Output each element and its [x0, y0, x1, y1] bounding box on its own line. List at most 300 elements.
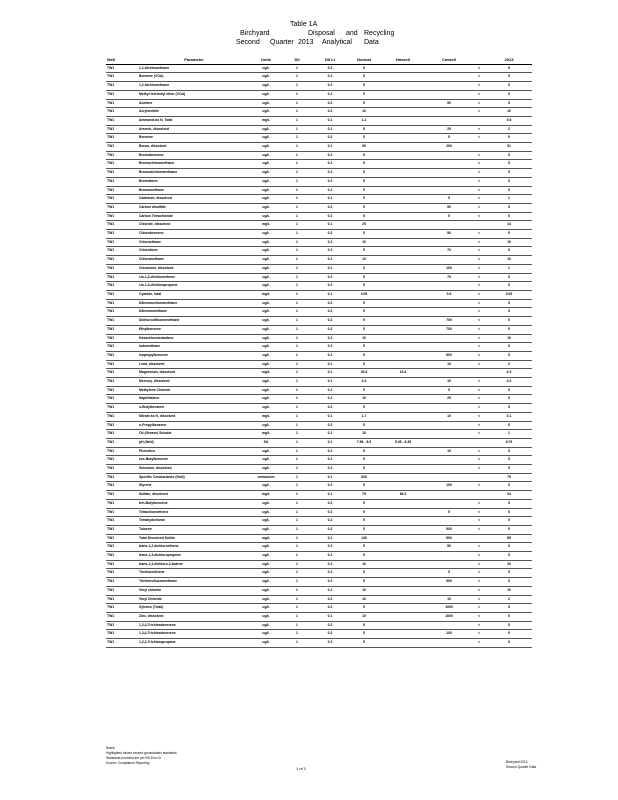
table-cell: ug/L	[250, 99, 282, 108]
table-cell: 1	[282, 212, 312, 221]
table-cell: Bromomethane	[138, 186, 250, 195]
table-cell: ug/L	[250, 325, 282, 334]
table-cell: 5	[348, 160, 380, 169]
table-cell: 1	[282, 256, 312, 265]
table-cell: <	[472, 456, 486, 465]
table-cell: 0.2	[312, 630, 348, 639]
table-header-row	[106, 56, 532, 64]
table-cell: ug/L	[250, 517, 282, 526]
table-cell: 10	[426, 595, 472, 604]
table-cell: 2	[486, 125, 532, 134]
table-cell: Chloromethane	[138, 256, 250, 265]
table-cell: 10	[348, 613, 380, 622]
table-cell: 5	[348, 325, 380, 334]
table-cell: TW1	[106, 578, 138, 587]
table-cell	[426, 438, 472, 447]
table-cell: Chlorobenzene	[138, 230, 250, 239]
table-cell: TW1	[106, 517, 138, 526]
table-cell: 5	[348, 230, 380, 239]
table-cell: 1	[282, 317, 312, 326]
table-cell: 1	[282, 412, 312, 421]
table-cell: 1	[282, 404, 312, 413]
table-cell: ug/L	[250, 465, 282, 474]
table-cell	[380, 525, 426, 534]
table-cell: 0.2	[312, 212, 348, 221]
table-cell: <	[472, 256, 486, 265]
table-cell: TW1	[106, 465, 138, 474]
table-cell: 1	[282, 351, 312, 360]
table-cell	[426, 560, 472, 569]
table-cell: 5	[486, 517, 532, 526]
table-cell: 0.2	[312, 543, 348, 552]
table-cell: 5	[426, 212, 472, 221]
table-cell	[380, 621, 426, 630]
table-cell: TW1	[106, 613, 138, 622]
table-cell: ug/L	[250, 108, 282, 117]
table-cell: 0.1	[312, 473, 348, 482]
table-cell: 5	[348, 343, 380, 352]
table-cell: Hexachlorobutadiene	[138, 334, 250, 343]
table-cell: TW1	[106, 108, 138, 117]
table-cell: ug/L	[250, 560, 282, 569]
table-cell: 500	[426, 525, 472, 534]
table-cell: Ammonia as N, Total	[138, 116, 250, 125]
table-row	[106, 90, 532, 99]
table-cell: 5	[348, 299, 380, 308]
table-cell: TW1	[106, 639, 138, 648]
table-cell: mg/L	[250, 369, 282, 378]
table-cell: 1.7	[348, 412, 380, 421]
table-cell	[380, 595, 426, 604]
table-cell: <	[472, 125, 486, 134]
table-cell	[380, 230, 426, 239]
table-cell: 10	[348, 108, 380, 117]
table-cell: <	[472, 247, 486, 256]
table-cell: ug/L	[250, 299, 282, 308]
table-cell: <	[472, 621, 486, 630]
table-cell: Magnesium, dissolved	[138, 369, 250, 378]
table-cell: 5	[486, 525, 532, 534]
table-cell: 6.3	[486, 369, 532, 378]
table-cell	[380, 90, 426, 99]
table-cell: 100	[426, 482, 472, 491]
table-cell: TW1	[106, 238, 138, 247]
table-cell: TW1	[106, 630, 138, 639]
table-cell: Specific Conductance (field)	[138, 473, 250, 482]
table-cell: Chloride, dissolved	[138, 221, 250, 230]
table-cell	[380, 73, 426, 82]
table-cell: 0.2	[312, 282, 348, 291]
table-cell: 5	[348, 151, 380, 160]
table-cell: 5	[486, 325, 532, 334]
table-cell: 100	[426, 630, 472, 639]
table-cell	[380, 116, 426, 125]
table-row	[106, 334, 532, 343]
table-cell: 7.56 - 8.5	[348, 438, 380, 447]
table-cell	[426, 282, 472, 291]
table-cell: trans-1,2-dichloroethene	[138, 543, 250, 552]
table-cell	[380, 517, 426, 526]
table-cell: 0.2	[312, 160, 348, 169]
table-cell: 0.2	[312, 569, 348, 578]
table-cell	[472, 473, 486, 482]
table-cell: ug/L	[250, 351, 282, 360]
table-cell: 0.2	[312, 586, 348, 595]
table-cell: <	[472, 151, 486, 160]
table-row	[106, 273, 532, 282]
table-cell: 70	[426, 273, 472, 282]
table-cell	[380, 378, 426, 387]
table-cell	[380, 64, 426, 73]
table-row	[106, 404, 532, 413]
table-cell	[426, 186, 472, 195]
table-row	[106, 264, 532, 273]
table-cell: <	[472, 351, 486, 360]
table-cell: 0.2	[312, 351, 348, 360]
table-cell: 50	[426, 543, 472, 552]
table-cell: TW1	[106, 160, 138, 169]
table-cell: 0.2	[486, 378, 532, 387]
table-cell: ug/L	[250, 552, 282, 561]
table-cell	[426, 421, 472, 430]
table-cell: <	[472, 230, 486, 239]
table-cell	[472, 491, 486, 500]
table-cell: TW1	[106, 534, 138, 543]
table-cell	[380, 134, 426, 143]
table-cell: 0.2	[348, 378, 380, 387]
table-cell: TW1	[106, 508, 138, 517]
table-cell: 0.1	[486, 412, 532, 421]
table-cell	[380, 447, 426, 456]
table-cell: 75	[348, 491, 380, 500]
table-cell: 1	[282, 630, 312, 639]
table-cell: TW1	[106, 290, 138, 299]
table-cell: ug/L	[250, 282, 282, 291]
table-cell: 5	[486, 212, 532, 221]
table-cell: TW1	[106, 360, 138, 369]
table-cell: 51	[486, 143, 532, 152]
table-cell: 1	[282, 560, 312, 569]
table-cell: 1	[282, 290, 312, 299]
table-cell: 1	[282, 334, 312, 343]
table-cell: ug/L	[250, 82, 282, 91]
table-cell: 0.1	[312, 613, 348, 622]
table-row	[106, 552, 532, 561]
table-cell: 5	[486, 186, 532, 195]
table-cell: 0.05	[486, 290, 532, 299]
table-cell: Oil (Grease) Soluble	[138, 430, 250, 439]
table-cell: 1,2,3-Trichlorobenzene	[138, 621, 250, 630]
table-cell: 10	[348, 430, 380, 439]
table-cell	[380, 552, 426, 561]
analytical-data-table	[106, 56, 532, 648]
table-cell: 1	[282, 552, 312, 561]
table-cell: 0.2	[312, 395, 348, 404]
table-cell: 1	[282, 421, 312, 430]
table-cell: 0.1	[312, 264, 348, 273]
table-cell: <	[472, 108, 486, 117]
table-cell	[426, 639, 472, 648]
table-cell: <	[472, 604, 486, 613]
table-cell: 0.2	[312, 456, 348, 465]
table-cell: ug/L	[250, 404, 282, 413]
table-row	[106, 256, 532, 265]
table-cell: 5	[486, 508, 532, 517]
table-cell: 5	[486, 90, 532, 99]
table-cell: 1	[282, 586, 312, 595]
table-cell	[426, 465, 472, 474]
table-cell: TW1	[106, 378, 138, 387]
table-cell: 2	[486, 360, 532, 369]
table-cell: 1	[282, 73, 312, 82]
table-cell: 0.2	[312, 404, 348, 413]
table-cell: 5	[348, 465, 380, 474]
table-cell: 0.2	[312, 621, 348, 630]
table-cell	[426, 221, 472, 230]
table-cell: Chloroform	[138, 247, 250, 256]
table-row	[106, 73, 532, 82]
table-cell: ug/L	[250, 613, 282, 622]
table-cell	[426, 621, 472, 630]
table-cell	[426, 456, 472, 465]
table-cell: Benzene (VOA)	[138, 73, 250, 82]
table-cell: <	[472, 447, 486, 456]
table-cell: 5	[486, 465, 532, 474]
table-cell: TW1	[106, 430, 138, 439]
table-cell: 5	[486, 134, 532, 143]
table-cell: 1	[282, 177, 312, 186]
table-row	[106, 378, 532, 387]
table-cell: 5	[486, 499, 532, 508]
table-cell: 0.2	[312, 465, 348, 474]
table-cell: 1	[282, 186, 312, 195]
title-word: Second	[236, 39, 260, 46]
table-cell: 700	[426, 325, 472, 334]
table-cell: 1	[282, 273, 312, 282]
table-cell: <	[472, 308, 486, 317]
table-cell: ug/L	[250, 273, 282, 282]
table-cell: Nitrate as N, dissolved	[138, 412, 250, 421]
table-cell	[380, 586, 426, 595]
table-cell: TW1	[106, 369, 138, 378]
table-cell: Selenium, dissolved	[138, 465, 250, 474]
table-row	[106, 412, 532, 421]
table-cell: 5	[348, 508, 380, 517]
table-row	[106, 473, 532, 482]
table-cell: ug/L	[250, 456, 282, 465]
table-cell: 0.2	[312, 134, 348, 143]
table-row	[106, 517, 532, 526]
table-cell	[380, 282, 426, 291]
table-cell: 0.2	[312, 639, 348, 648]
table-cell: <	[472, 90, 486, 99]
table-cell: 0.2	[312, 508, 348, 517]
table-cell: <	[472, 482, 486, 491]
table-cell: 1	[282, 116, 312, 125]
table-cell: 0.2	[312, 108, 348, 117]
table-cell	[426, 308, 472, 317]
table-cell: 14	[486, 221, 532, 230]
table-cell: <	[472, 395, 486, 404]
table-cell: 5	[348, 82, 380, 91]
table-cell: 1	[282, 160, 312, 169]
table-cell	[380, 238, 426, 247]
table-cell: 1	[282, 230, 312, 239]
table-cell: 0.2	[312, 386, 348, 395]
table-row	[106, 99, 532, 108]
table-cell: 5	[348, 621, 380, 630]
table-cell: 5	[426, 508, 472, 517]
table-cell: TW1	[106, 308, 138, 317]
table-cell: 1	[282, 473, 312, 482]
table-cell: TW1	[106, 351, 138, 360]
table-cell: Total Dissolved Solids	[138, 534, 250, 543]
table-cell: ug/L	[250, 143, 282, 152]
table-cell: <	[472, 517, 486, 526]
table-cell: 0.2	[312, 230, 348, 239]
table-cell: 1	[282, 499, 312, 508]
table-cell: 1000	[426, 613, 472, 622]
table-cell: 25	[348, 221, 380, 230]
table-row	[106, 299, 532, 308]
table-cell: <	[472, 543, 486, 552]
table-cell: ug/L	[250, 230, 282, 239]
table-cell: 1	[282, 221, 312, 230]
table-cell: 1	[282, 143, 312, 152]
table-row	[106, 508, 532, 517]
table-cell: ug/L	[250, 578, 282, 587]
table-cell: 1	[282, 447, 312, 456]
column-header: Dil Lt	[312, 56, 348, 64]
table-cell: 5	[348, 73, 380, 82]
title-word: and	[346, 30, 358, 37]
table-cell	[380, 203, 426, 212]
table-cell: 66.3	[380, 491, 426, 500]
table-cell: Isopropylbenzene	[138, 351, 250, 360]
table-cell: umhos/cm	[250, 473, 282, 482]
table-cell: Ethylbenzene	[138, 325, 250, 334]
table-cell: Mercury, dissolved	[138, 378, 250, 387]
table-cell: 1,1-dichloroethane	[138, 64, 250, 73]
table-cell: 5	[348, 404, 380, 413]
table-cell: 0.1	[312, 116, 348, 125]
table-cell: TW1	[106, 560, 138, 569]
table-cell: 5	[486, 282, 532, 291]
table-cell: ug/L	[250, 360, 282, 369]
table-cell: TW1	[106, 143, 138, 152]
table-cell: 500	[426, 578, 472, 587]
table-cell: 0.2	[312, 447, 348, 456]
table-cell: 5	[486, 99, 532, 108]
table-cell: TW1	[106, 90, 138, 99]
table-cell: 1	[486, 264, 532, 273]
table-cell: 5	[426, 134, 472, 143]
table-cell	[426, 73, 472, 82]
table-cell: tert-Butylbenzene	[138, 499, 250, 508]
table-cell: 5	[348, 99, 380, 108]
table-cell: 5	[486, 299, 532, 308]
table-cell: Styrene	[138, 482, 250, 491]
table-cell: <	[472, 264, 486, 273]
table-cell: 0.2	[312, 308, 348, 317]
table-cell: 6.79	[486, 438, 532, 447]
table-cell	[472, 221, 486, 230]
table-cell: Methyl tert-butyl ether (VOA)	[138, 90, 250, 99]
table-cell	[380, 125, 426, 134]
table-cell: <	[472, 639, 486, 648]
table-cell: 1	[282, 282, 312, 291]
table-cell: 5	[348, 351, 380, 360]
column-header: Units	[250, 56, 282, 64]
table-cell: TW1	[106, 543, 138, 552]
table-cell: 0.1	[312, 290, 348, 299]
table-cell: 1	[282, 613, 312, 622]
table-cell: 70	[426, 247, 472, 256]
table-cell: 1	[282, 238, 312, 247]
table-cell	[380, 386, 426, 395]
table-cell: 0.1	[312, 360, 348, 369]
table-cell: 10	[486, 256, 532, 265]
table-cell: 1	[282, 308, 312, 317]
table-cell	[380, 169, 426, 178]
table-cell	[380, 317, 426, 326]
table-cell: 1	[282, 491, 312, 500]
table-cell: 0.1	[312, 195, 348, 204]
table-cell	[380, 421, 426, 430]
table-cell: 5	[486, 351, 532, 360]
column-header: Normal	[348, 56, 380, 64]
table-cell: ug/L	[250, 595, 282, 604]
footer-line: Birchyard 2013	[506, 760, 528, 764]
table-cell: Tetrahydrofuran	[138, 517, 250, 526]
table-cell: <	[472, 465, 486, 474]
table-cell: 5	[348, 639, 380, 648]
table-cell	[380, 264, 426, 273]
table-cell	[380, 508, 426, 517]
table-cell: n-Butylbenzene	[138, 404, 250, 413]
table-cell	[380, 404, 426, 413]
table-cell: 5	[348, 247, 380, 256]
table-cell: 5	[348, 282, 380, 291]
table-cell: ug/L	[250, 247, 282, 256]
table-cell: Carbon disulfide	[138, 203, 250, 212]
table-cell: <	[472, 586, 486, 595]
table-cell: 0.05	[348, 290, 380, 299]
table-cell: Naphthalene	[138, 395, 250, 404]
table-cell: 5	[348, 186, 380, 195]
table-cell: Bromobenzene	[138, 151, 250, 160]
table-cell: 10.4	[380, 369, 426, 378]
table-cell	[472, 438, 486, 447]
table-cell: TW1	[106, 151, 138, 160]
table-cell: <	[472, 360, 486, 369]
table-cell: 200	[426, 143, 472, 152]
table-cell: 1	[282, 64, 312, 73]
table-cell: TW1	[106, 116, 138, 125]
table-cell: 5	[486, 552, 532, 561]
table-cell: TW1	[106, 125, 138, 134]
table-cell: SU	[250, 438, 282, 447]
table-cell: sec-Butylbenzene	[138, 456, 250, 465]
table-cell	[426, 343, 472, 352]
table-cell: 2	[486, 595, 532, 604]
table-cell: 0.2	[312, 186, 348, 195]
table-cell: cis-1,2-dichloroethene	[138, 273, 250, 282]
table-cell: 1	[282, 82, 312, 91]
table-cell: ug/L	[250, 308, 282, 317]
table-cell	[426, 430, 472, 439]
table-cell: TW1	[106, 273, 138, 282]
